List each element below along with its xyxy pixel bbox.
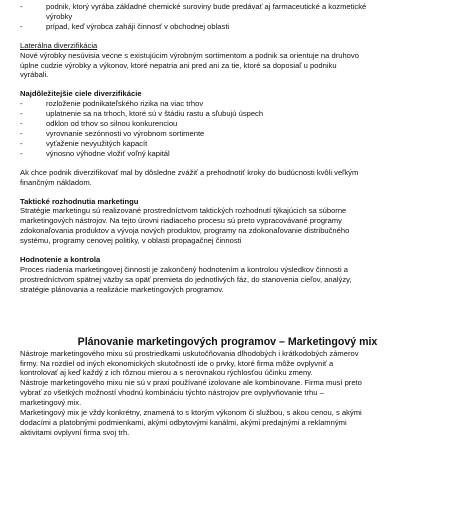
list-item xyxy=(20,2,447,22)
list-item: - rozloženie podnikateľského rizika na viac trhov xyxy=(20,99,204,109)
goals-list xyxy=(20,99,447,158)
evaluation-paragraph xyxy=(20,265,447,295)
list-item: - odklon od trhov so silnou konkurenciou xyxy=(20,119,178,129)
section-title: Plánovanie marketingových programov – Marketingový mix xyxy=(77,335,378,348)
paragraph-line: aktivitami ovplyvní firma svoj trh. xyxy=(20,427,130,437)
paragraph-line: marketingový mix. xyxy=(20,398,82,408)
lateral-paragraph xyxy=(20,51,447,81)
list-item-text: vyťaženie nevyužitých kapacít xyxy=(46,138,148,148)
paragraph-line: Proces riadenia marketingovej činnosti je zakončený hodnotením a kontrolou výsledkov činnosti a xyxy=(20,264,348,274)
list-item: - uplatnenie sa na trhoch, ktoré sú v štádiu rastu a sľubujú úspech xyxy=(20,109,264,119)
paragraph-line: prostredníctvom spätnej väzby sa opäť premieta do jednotlivých fáz, do stanovenia cieľov, analýzy, xyxy=(20,274,352,284)
marketing-mix-paragraph xyxy=(20,349,447,438)
paragraph-line: Ak chce podnik diverzifikovať mal by dôsledne zvážiť a prehodnotiť kroky do budúcnosti kvôli veľkým xyxy=(20,167,359,177)
paragraph-line: firmy. Na rozdiel od iných ekonomických skutočností ide o prvky, ktoré firma môže ovplyvniť a xyxy=(20,358,334,368)
paragraph-line: dodacími a platobnými podmienkami, akými odbytovými kanálmi, akými predajnými a reklamnými xyxy=(20,418,347,427)
evaluation-heading: Hodnotenie a kontrola xyxy=(20,255,101,265)
list-item-text-cont: výrobky xyxy=(46,11,73,21)
list-item-text: odklon od trhov so silnou konkurenciou xyxy=(46,119,178,129)
paragraph-line: zdokonaľovania produktov a vývoja nových produktov, programy na zdokonaľovanie distribučného xyxy=(20,226,350,236)
list-item: - vyrovnanie sezónnosti vo výrobnom sortimente xyxy=(20,128,205,138)
list-item-text: výnosno výhodne vložiť voľný kapitál xyxy=(46,148,170,158)
paragraph-line: Nástroje marketingového mixu nie sú v praxi používané izolovane ale kombinovane. Firma musí preto xyxy=(20,378,362,388)
list-item-text: podnik, ktorý vyrába základné chemické suroviny bude predávať aj farmaceutické a kozmetické xyxy=(46,2,367,11)
paragraph-line: vybrať zo všetkých možností vhodnú kombináciu týchto nástrojov pre ovplyvňovanie trhu – xyxy=(20,388,324,398)
list-item-text: vyrovnanie sezónnosti vo výrobnom sortimente xyxy=(46,128,205,138)
bullet-dash: - xyxy=(20,2,23,11)
paragraph-line: úplne cudzie výrobky a výkonov, ktoré nepatria ani pred ani za tie, ktoré sa doposiaľ u podniku xyxy=(20,60,337,70)
paragraph-line: vyrábali. xyxy=(20,70,49,80)
bullet-dash: - xyxy=(20,21,23,31)
list-item: - vyťaženie nevyužitých kapacít xyxy=(20,138,148,148)
goals-heading: Najdôležitejšie ciele diverzifikácie xyxy=(20,89,142,99)
tactical-paragraph xyxy=(20,206,447,246)
list-item: - výnosno výhodne vložiť voľný kapitál xyxy=(20,148,170,158)
paragraph-line: stratégie plánovania a realizácie marketingových programov. xyxy=(20,284,224,294)
paragraph-line: Nové výrobky nesúvisia vecne s existujúcim výrobným sortimentom a podnik sa orientuje na druhovo xyxy=(20,50,359,60)
paragraph-line: marketingových nástrojov. Na tejto úrovni riadiaceho procesu sú preto vypracovávané programy xyxy=(20,216,342,226)
list-item xyxy=(20,22,447,32)
paragraph-line: kontrolovať aj keď každý z ich rôznou mierou a s nerovnakou rýchlosťou účinku zmeny. xyxy=(20,368,313,378)
paragraph-line: Stratégie marketingu sú realizované prostredníctvom taktických rozhodnutí týkajúcich sa súborne xyxy=(20,206,347,216)
tactical-heading: Taktické rozhodnutia marketingu xyxy=(20,196,139,206)
paragraph-line: Nástroje marketingového mixu sú prostriedkami uskutočňovania dlhodobých i krátkodobých zámerov xyxy=(20,348,359,358)
paragraph-line: Marketingový mix je vždy konkrétny, znamená to s ktorým výkonom či službou, s akou cenou, s akými xyxy=(20,408,362,418)
lateral-heading: Laterálna diverzifikácia xyxy=(20,40,98,50)
list-item-text: prípad, keď výrobca zaháji činnosť v obchodnej oblasti xyxy=(46,21,230,31)
list-item-text: rozloženie podnikateľského rizika na viac trhov xyxy=(46,99,204,109)
list-item-text: uplatnenie sa na trhoch, ktoré sú v štádiu rastu a sľubujú úspech xyxy=(46,109,264,119)
paragraph-line: systému, programy cenovej politiky, v oblasti propagačnej činnosti xyxy=(20,236,242,246)
conclusion-paragraph xyxy=(20,168,447,188)
paragraph-line: finančným nákladom. xyxy=(20,177,92,187)
